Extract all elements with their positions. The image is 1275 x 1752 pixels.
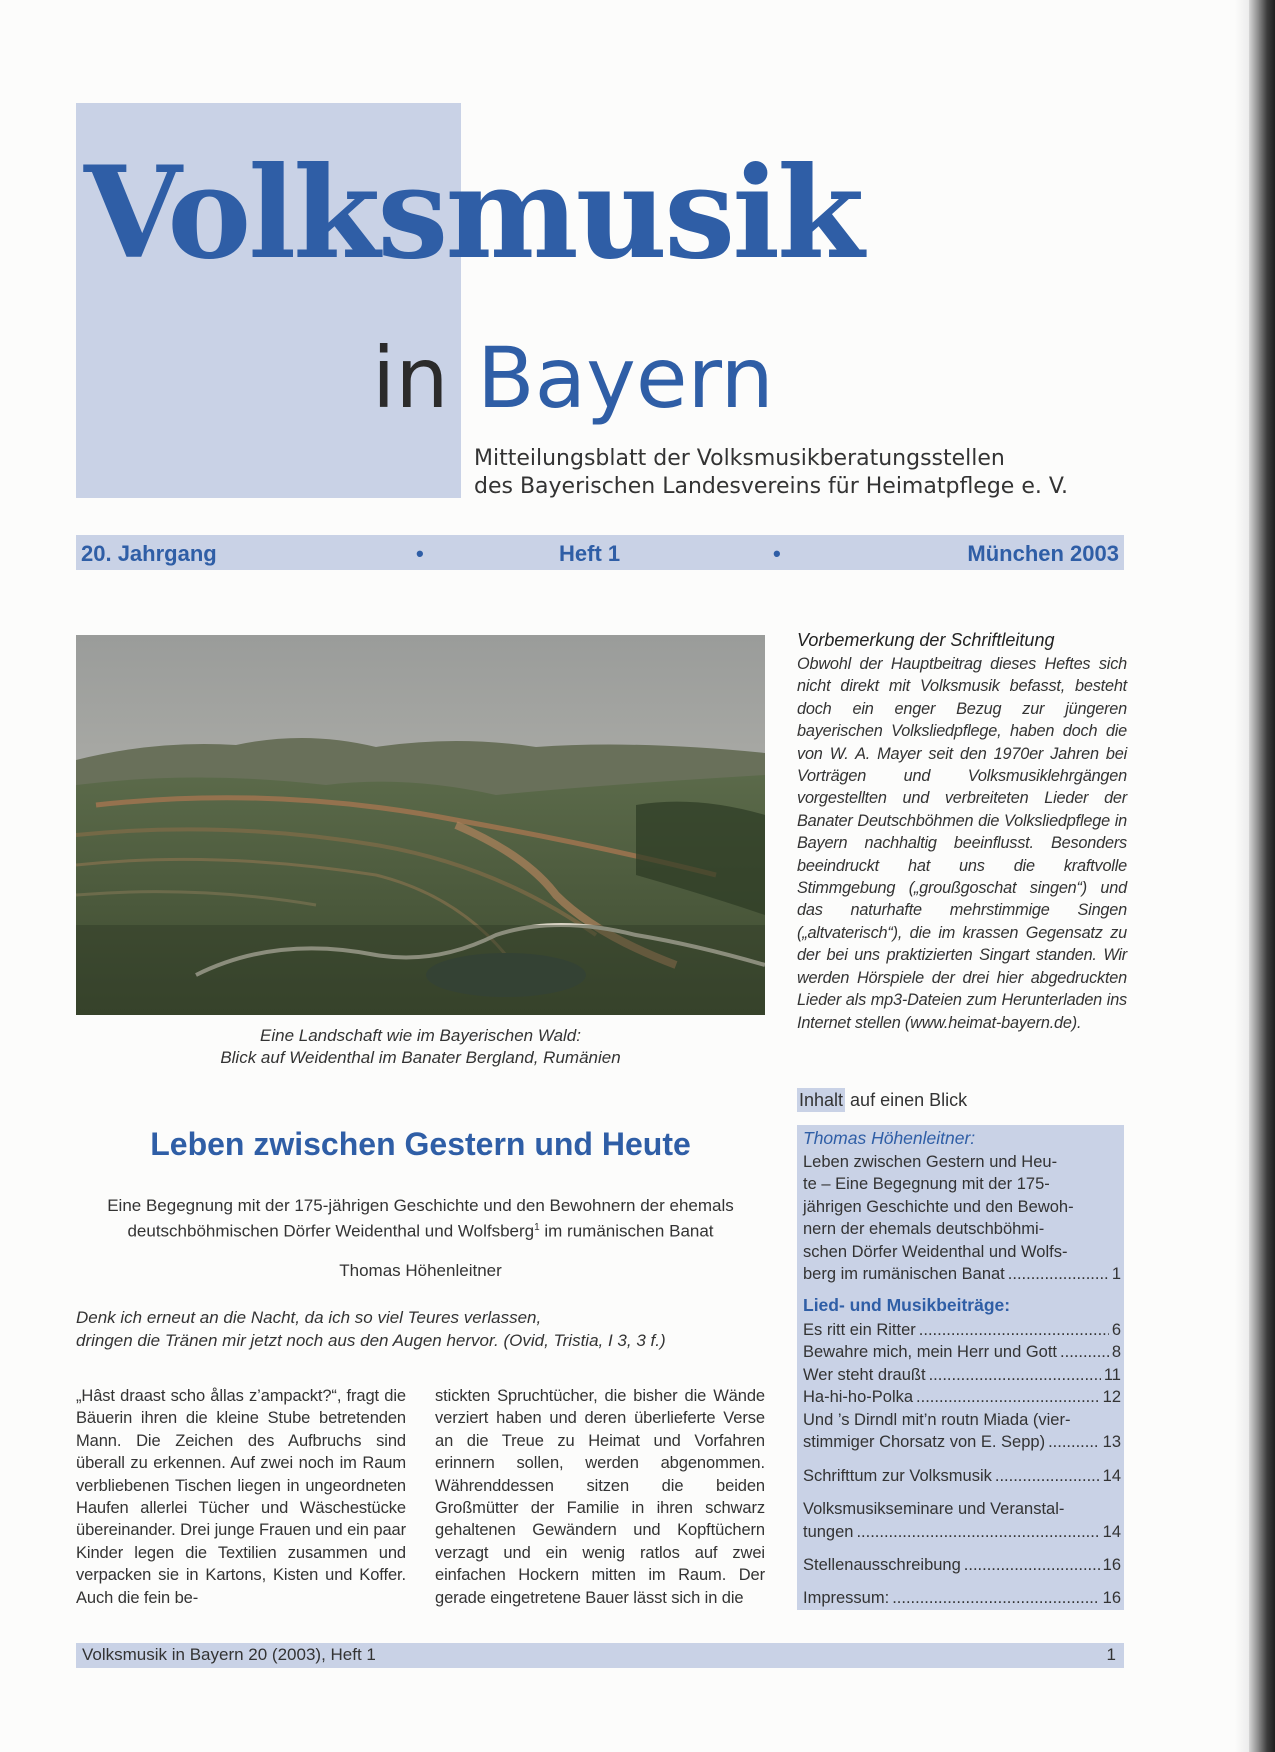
toc-entry-song[interactable]: [803, 1364, 1121, 1386]
toc-entry-song[interactable]: [803, 1341, 1121, 1363]
toc-entry-title: berg im rumänischen Banat: [803, 1265, 1005, 1283]
toc-entry-page: 14: [1102, 1523, 1121, 1541]
epigraph-quote: [76, 1306, 765, 1352]
article-author: Thomas Höhenleitner: [339, 1261, 502, 1280]
toc-entry-title: Bewahre mich, mein Herr und Gott: [803, 1343, 1058, 1361]
toc-label-highlight: Inhalt: [799, 1090, 844, 1110]
toc-leader: [995, 1465, 1100, 1487]
toc-leader: [929, 1364, 1101, 1386]
toc-entry-title: stimmiger Chorsatz von E. Sepp): [803, 1433, 1046, 1451]
toc-main-line: Leben zwischen Gestern und Heu-: [803, 1153, 1058, 1171]
caption-line-2: Blick auf Weidenthal im Banater Bergland, Rumänien: [220, 1048, 621, 1067]
preface-text: Obwohl der Hauptbeitrag dieses Heftes sich nicht direkt mit Volksmusik befasst, besteht doch ein enger Bezug zur jüngeren bayerischen Volksliedpflege, haben doch die von W. A. Mayer seit den 1970er Jahren bei Vorträgen und Volksmusiklehrgängen vorgestellten und verbreiteten Lieder der Banater Deutschböhmen die Volksliedpflege in Bayern nachhaltig beeinflusst. Besonders beeindruckt hat uns die kraftvolle Stimmgebung („groußgoschat singen“) und das naturhafte mehrstimmige Singen („altvaterisch“), die im krassen Gegensatz zu der bei uns praktizierten Singart standen. Wir werden Hörspiele der drei hier abgedruckten Lieder als mp3-Dateien zum Herunterladen ins Internet stellen (www.heimat-bayern.de).: [797, 655, 1127, 1032]
subtitle-line-2-start: deutschböhmischen Dörfer Weidenthal und Wolfsberg: [127, 1221, 535, 1241]
toc-entry-title: Es ritt ein Ritter: [803, 1321, 916, 1339]
toc-entry-page: 8: [1111, 1343, 1121, 1361]
footer-citation: Volksmusik in Bayern 20 (2003), Heft 1: [82, 1645, 376, 1664]
article-column-2: stickten Spruchtücher, die bisher die Wände verziert haben und deren überlieferte Verse an die Treue zu Heimat und Vorfahren erinnern sollen, werden abgenommen. Währenddessen sitzen die beiden Großmütter der Familie in ihren schwarz gehaltenen Gewändern und Kopftüchern verzagt und ein wenig ratlos auf zwei einfachen Hockern mitten im Raum. Der gerade eingetretene Bauer lässt sich in die: [435, 1387, 765, 1607]
footer-page-number: 1: [1106, 1645, 1116, 1664]
toc-entry-page: 14: [1102, 1467, 1121, 1485]
toc-entry-page: 16: [1102, 1589, 1121, 1607]
masthead-subtitle: [474, 445, 1068, 501]
issue-volume: 20. Jahrgang: [81, 541, 217, 566]
toc-entry-literature[interactable]: [803, 1465, 1121, 1487]
toc-entry-jobs[interactable]: [803, 1554, 1121, 1576]
toc-entry-title: Ha-hi-ho-Polka: [803, 1388, 914, 1406]
toc-main-line: nern der ehemals deutschböhmi-: [803, 1220, 1045, 1238]
article-subtitle-line-1: Eine Begegnung mit der 175-jährigen Geschichte und den Bewohnern der ehemals: [107, 1196, 734, 1215]
issue-number: Heft 1: [559, 541, 621, 566]
toc-entry-main[interactable]: [803, 1263, 1121, 1285]
footer-bar: [76, 1643, 1124, 1668]
toc-entry-title: Wer steht draußt: [803, 1366, 926, 1384]
toc-entry-title: Stellenausschreibung: [803, 1556, 961, 1574]
article-title: Leben zwischen Gestern und Heute: [150, 1126, 691, 1162]
toc-entry-page: 12: [1102, 1388, 1121, 1406]
article-subtitle: [76, 1195, 765, 1243]
toc-main-line: schen Dörfer Weidenthal und Wolfs-: [803, 1243, 1068, 1261]
subtitle-line-2: des Bayerischen Landesvereins für Heimatpflege e. V.: [474, 474, 1069, 499]
masthead-title: Volksmusik: [84, 139, 862, 287]
toc-entry-song[interactable]: [803, 1386, 1121, 1408]
toc-leader: [892, 1587, 1099, 1609]
issue-bar: [76, 535, 1124, 570]
scan-border: [1249, 0, 1275, 1752]
issue-bullet-2: •: [773, 541, 781, 566]
subtitle-line-1: Mitteilungsblatt der Volksmusikberatungsstellen: [474, 446, 1005, 471]
toc-leader: [1060, 1341, 1109, 1363]
landscape-photo: [76, 635, 765, 1015]
toc-song-5-line-1: Und ’s Dirndl mit’n routn Miada (vier-: [803, 1411, 1071, 1429]
toc-leader: [1048, 1431, 1100, 1453]
quote-line-1: Denk ich erneut an die Nacht, da ich so viel Teures verlassen,: [76, 1308, 542, 1327]
toc-entry-page: 11: [1103, 1366, 1121, 1384]
toc-leader: [1008, 1263, 1109, 1285]
article-subtitle-line-2: [76, 1217, 765, 1243]
toc-entry-song[interactable]: [803, 1431, 1121, 1453]
photo-caption: [76, 1025, 765, 1069]
toc-entry-title: Schrifttum zur Volksmusik: [803, 1467, 992, 1485]
footnote-marker: 1: [534, 1222, 540, 1233]
page-edge-shadow: [1235, 0, 1249, 1752]
toc-seminars-line-1: Volksmusikseminare und Veranstal-: [803, 1500, 1065, 1518]
toc-entry-seminars[interactable]: [803, 1521, 1121, 1543]
preface-heading: Vorbemerkung der Schriftleitung: [797, 630, 1055, 650]
toc-entry-page: 6: [1111, 1321, 1121, 1339]
toc-entry-imprint[interactable]: [803, 1587, 1121, 1609]
toc-leader: [919, 1319, 1109, 1341]
toc-author: Thomas Höhenleitner:: [803, 1128, 976, 1148]
toc-entry-title: Impressum:: [803, 1589, 890, 1607]
toc-entry-title: tungen: [803, 1523, 854, 1541]
issue-bullet-1: •: [416, 541, 424, 566]
caption-line-1: Eine Landschaft wie im Bayerischen Wald:: [260, 1026, 581, 1045]
toc-entry-page: 13: [1102, 1433, 1121, 1451]
issue-place-year: München 2003: [967, 541, 1119, 566]
toc-entry-song[interactable]: [803, 1319, 1121, 1341]
subtitle-line-2-end: im rumänischen Banat: [539, 1221, 714, 1241]
masthead-title-in: in: [372, 329, 449, 427]
toc-songs-heading: Lied- und Musikbeiträge:: [803, 1295, 1011, 1315]
toc-leader: [964, 1554, 1100, 1576]
toc-leader: [856, 1521, 1099, 1543]
toc-leader: [916, 1386, 1100, 1408]
toc-entry-page: 1: [1111, 1265, 1121, 1283]
toc-entry-page: 16: [1102, 1556, 1121, 1574]
toc-main-line: te – Eine Begegnung mit der 175-: [803, 1175, 1050, 1193]
masthead-title-bayern: Bayern: [477, 329, 774, 427]
article-column-1: „Hâst draast scho ållas z’ampackt?“, fragt die Bäuerin ihren die kleine Stube betretenden Mann. Die Zeichen des Aufbruchs sind überall zu erkennen. Auf zwei noch im Raum verbliebenen Tischen liegen in ungeordneten Haufen allerlei Tücher und Wäschestücke übereinander. Drei junge Frauen und ein paar Kinder legen die Textilien zusammen und verpacken sie in Kartons, Kisten und Koffer. Auch die fein be-: [76, 1387, 406, 1607]
toc-label: [797, 1090, 967, 1111]
toc-label-rest: auf einen Blick: [845, 1090, 968, 1110]
toc-main-line: jährigen Geschichte und den Bewoh-: [803, 1198, 1074, 1216]
quote-line-2: dringen die Tränen mir jetzt noch aus den Augen hervor. (Ovid, Tristia, I 3, 3 f.): [76, 1331, 666, 1350]
